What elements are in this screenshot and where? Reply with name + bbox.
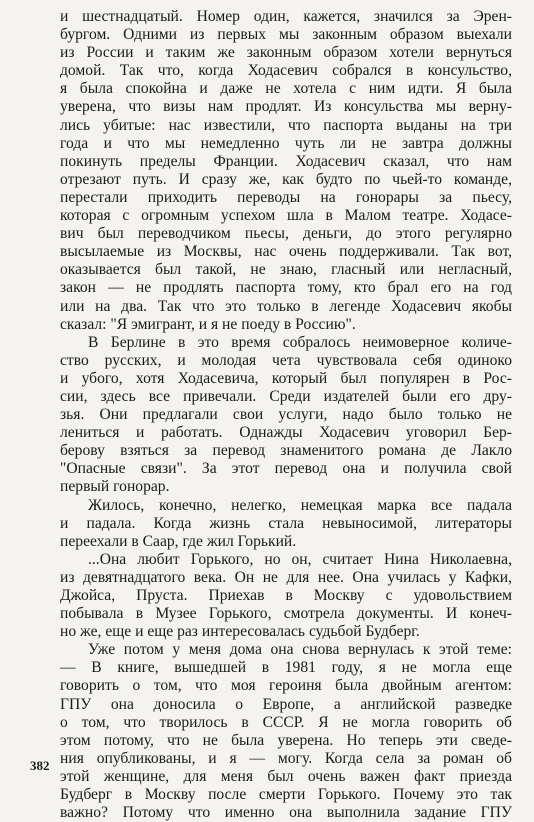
text-line: лись убитые: нас известили, что паспорта выданы на три	[60, 116, 512, 134]
text-line: вич был переводчиком пьесы, деньги, до этого регулярно	[60, 225, 512, 243]
text-line: В Берлине в это время собралось неимоверное количе-	[88, 333, 512, 351]
text-line: которая с огромным успехом шла в Малом театре. Ходасе-	[60, 207, 512, 225]
text-line: закон — не продлять паспорта тому, кто брал его на год	[60, 279, 512, 297]
paragraph	[60, 334, 512, 497]
text-line: года и что мы немедленно чуть ли не завтра должны	[60, 134, 512, 152]
text-line: покинуть пределы Франции. Ходасевич сказал, что нам	[60, 152, 512, 170]
text-line: из девятнадцатого века. Он не для нее. Она училась у Кафки,	[60, 568, 512, 586]
text-line: ...Она любит Горького, но он, считает Нина Николаевна,	[88, 550, 512, 568]
text-line: домой. Так что, когда Ходасевич собрался в консульство,	[60, 62, 512, 80]
text-line: переехали в Саар, где жил Горький.	[60, 532, 297, 550]
text-line: и убого, хотя Ходасевича, который был популярен в Рос-	[60, 369, 512, 387]
text-line: высылаемые из Москвы, нас очень поддерживали. Так вот,	[60, 243, 512, 261]
text-line: важно? Потому что именно она выполнила задание ГПУ	[60, 804, 512, 822]
text-line: — В книге, вышедшей в 1981 году, я не могла еще	[60, 659, 512, 677]
text-line: говорить о том, что моя героиня была двойным агентом:	[60, 677, 512, 695]
paragraph	[60, 551, 512, 641]
text-line: "Опасные связи". За этот перевод она и получила свой	[60, 460, 512, 478]
text-line: Будберг в Москву после смерти Горького. Почему это так	[60, 786, 512, 804]
text-line: из России и таким же законным образом хотели вернуться	[60, 44, 512, 62]
text-line: оказывается был такой, не знаю, гласный или негласный,	[60, 261, 512, 279]
text-line: первый гонорар.	[60, 478, 170, 496]
text-line: и шестнадцатый. Номер один, кажется, значился за Эрен-	[60, 8, 512, 25]
text-line: и падала. Когда жизнь стала невыносимой, литераторы	[60, 514, 512, 532]
text-line: Жилось, конечно, нелегко, немецкая марка все падала	[88, 496, 512, 514]
text-line: побывала в Музее Горького, смотрела документы. И конеч-	[60, 605, 512, 623]
text-line: зья. Они предлагали свои услуги, надо было только не	[60, 406, 512, 424]
text-line: лениться и работать. Однажды Ходасевич уговорил Бер-	[60, 424, 512, 442]
text-line: бургом. Одними из первых мы законным образом выехали	[60, 26, 512, 44]
text-line: берову взяться за перевод знаменитого романа де Лакло	[60, 442, 512, 460]
paragraph	[60, 8, 512, 334]
paragraph	[60, 497, 512, 551]
text-line: Уже потом у меня дома она снова вернулась к этой теме:	[88, 641, 512, 659]
text-line: но же, еще и еще раз интересовалась судьбой Будберг.	[60, 623, 420, 641]
page-text	[60, 8, 512, 822]
text-line: этом потому, что не была уверена. Но теперь эти сведе-	[60, 731, 512, 749]
text-line: Джойса, Пруста. Приехав в Москву с удовольствием	[60, 587, 512, 604]
text-line: ния опубликованы, и я — могу. Когда села за роман об	[60, 749, 512, 767]
text-line: перестали приходить переводы на гонорары за пьесу,	[60, 188, 512, 206]
text-line: ГПУ она доносила о Европе, а английской разведке	[60, 695, 512, 713]
page-number: 382	[30, 758, 50, 773]
text-line: я была спокойна и даже не хотела с ним идти. Я была	[60, 80, 512, 98]
text-line: этой женщине, для меня был очень важен факт приезда	[60, 767, 512, 785]
text-line: сии, здесь все привечали. Среди издателей были его дру-	[60, 387, 512, 405]
text-line: сказал: "Я эмигрант, и я не поеду в Россию".	[60, 315, 356, 333]
text-line: или на два. Так что это только в легенде Ходасевич якобы	[60, 297, 512, 315]
text-line: отрезают путь. И сразу же, как будто по чьей-то команде,	[60, 170, 512, 188]
paragraph	[60, 641, 512, 822]
text-line: уверена, что визы нам продлят. Из консульства мы верну-	[60, 98, 512, 116]
text-line: ство русских, и молодая чета чувствовала себя одиноко	[60, 351, 512, 369]
text-line: о том, что творилось в СССР. Я не могла говорить об	[60, 713, 512, 731]
